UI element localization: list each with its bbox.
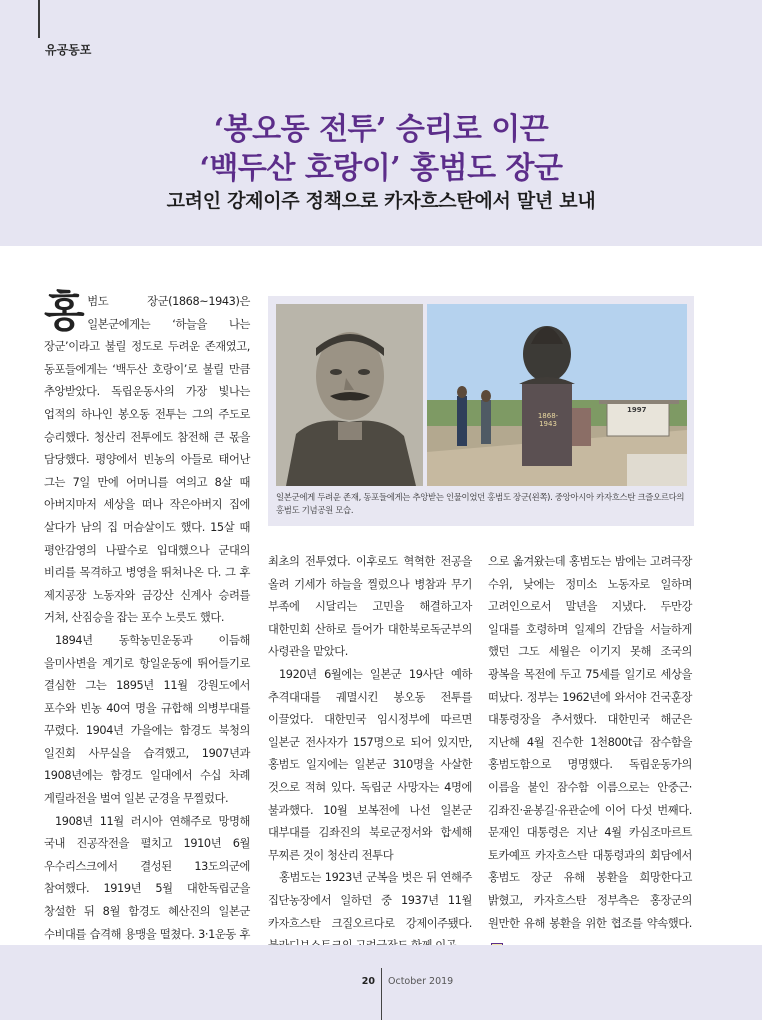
article-title-line-2: ‘백두산 호랑이’ 홍범도 장군 bbox=[199, 151, 563, 186]
paragraph-3: 1908년 11월 러시아 연해주로 망명해 국내 진공작전을 펼치고 1910년 6월 우수리스크에서 결성된 13도의군에 참여했다. 1919년 5월 대한독립군을 창설한 뒤 8월 함경도 혜산진의 일본군 수비대를 습격해 용맹을 떨쳤다. 3·1운동 후 bbox=[44, 814, 250, 941]
page-number: 20 bbox=[361, 976, 375, 987]
figure-caption: 일본군에게 두려운 존재, 동포들에게는 추앙받는 인물이었던 홍범도 장군(왼쪽). 중앙아시아 카자흐스탄 크즐오르다의 홍범도 기념공원 모습. bbox=[276, 492, 685, 515]
portrait-illustration bbox=[276, 304, 423, 486]
paragraph-1 bbox=[44, 287, 250, 630]
paragraph-7-text: 으로 옮겨왔는데 홍범도는 밤에는 고려극장 수위, 낮에는 정미소 노동자로 일하며 고려인으로서 말년을 지냈다. 두만강 일대를 호령하며 일제의 간담을 서늘하게 했던 그도 세월은 이기지 못해 조국의 광복을 목전에 두고 75세를 일기로 세상을 떠났다. 정부는 1962년에 와서야 건국훈장 대통령장을 추서했다. 대한민국 해군은 지난해 4월 진수한 1천800t급 잠수함을 홍범도함으로 명명했다. 독립운동가의 이름을 붙인 잠수함 이름으로는 안중근·김좌진·윤봉길·유관순에 이어 다섯 번째다. 문재인 대통령은 지난 4월 카심조마르트 토카예프 카자흐스탄 대통령과의 회담에서 홍범도 장군 유해 봉환을 희망한다고 밝혔고, 카자흐스탄 정부측은 홍장군의 원만한 유해 봉환을 위한 협조를 약속했다. bbox=[488, 555, 692, 930]
paragraph-4: 최초의 전투였다. 이후로도 혁혁한 전공을 올려 기세가 하늘을 찔렀으나 병참과 무기 부족에 시달리는 고민을 해결하고자 대한민회 산하로 들어가 대한북로독군부의 사령관을 맡았다. bbox=[268, 555, 472, 659]
paragraph-7 bbox=[488, 551, 692, 958]
portrait-photo bbox=[276, 304, 423, 486]
header-rule bbox=[38, 0, 40, 38]
memorial-plaque-years: 1868-1943 bbox=[537, 412, 559, 428]
issue-date: October 2019 bbox=[388, 976, 454, 987]
paragraph-1-text: 범도 장군(1868~1943)은 일본군에게는 ‘하늘을 나는 장군’이라고 불릴 정도로 두려운 존재였고, 동포들에게는 ‘백두산 호랑이’로 불릴 만큼 추앙받았다. 독립운동사의 가장 빛나는 업적의 하나인 봉오동 전투는 그의 주도로 승리했다. 청산리 전투에도 참전해 큰 몫을 담당했다. 평양에서 빈농의 아들로 태어난 그는 7일 만에 어머니를 여의고 8살 때 아버지마저 세상을 떠나 작은아버지 집에 살다가 남의 집 머슴살이도 했다. 15살 때 평안감영의 나팔수로 입대했으나 군대의 비리를 목격하고 병영을 뛰쳐나온 다. 그 후 제지공장 노동자와 금강산 신계사 승려를 거쳐, 산짐승을 잡는 포수 노릇도 했다. bbox=[44, 295, 250, 625]
memorial-illustration bbox=[427, 304, 687, 486]
article-column-2 bbox=[268, 551, 472, 958]
memorial-sign-year: 1997 bbox=[627, 406, 647, 414]
section-label: 유공동포 bbox=[45, 43, 92, 57]
footer-divider bbox=[381, 968, 382, 1020]
figure bbox=[268, 296, 694, 526]
paragraph-6: 홍범도는 1923년 군복을 벗은 뒤 연해주 집단농장에서 일하던 중 1937년 11월 카자흐스탄 크질오르다로 강제이주됐다. bbox=[268, 871, 472, 930]
article-column-1 bbox=[44, 287, 250, 991]
article-title-line-1: ‘봉오동 전투’ 승리로 이끈 bbox=[213, 112, 549, 147]
memorial-park-photo bbox=[427, 304, 687, 486]
article-subtitle: 고려인 강제이주 정책으로 카자흐스탄에서 말년 보내 bbox=[166, 190, 596, 212]
article-column-3 bbox=[488, 551, 692, 958]
paragraph-5: 1920년 6월에는 일본군 19사단 예하 추격대대를 궤멸시킨 봉오동 전투를 이끌었다. 대한민국 임시정부에 따르면 일본군 전사자가 157명으로 되어 있지만, 홍범도 일지에는 일본군 310명을 사살한 것으로 적혀 있다. 독립군 사망자는 4명에 불과했다. 10월 보복전에 나선 일본군 대부대를 김좌진의 북로군정서와 합세해 무찌른 것이 청산리 전투다 bbox=[268, 667, 472, 862]
drop-cap: 홍 bbox=[44, 287, 85, 336]
paragraph-2: 1894년 동학농민운동과 이듬해 을미사변을 계기로 항일운동에 뛰어들기로 결심한 그는 1895년 11월 강원도에서 포수와 빈농 40여 명을 규합해 의병부대를 꾸렸다. 1904년 가을에는 함경도 북청의 일진회 사무실을 습격했고, 1907년과 1908년에는 함경도 일대에서 수십 차례 게릴라전을 벌여 일본 군경을 무찔렀다. bbox=[44, 633, 250, 806]
